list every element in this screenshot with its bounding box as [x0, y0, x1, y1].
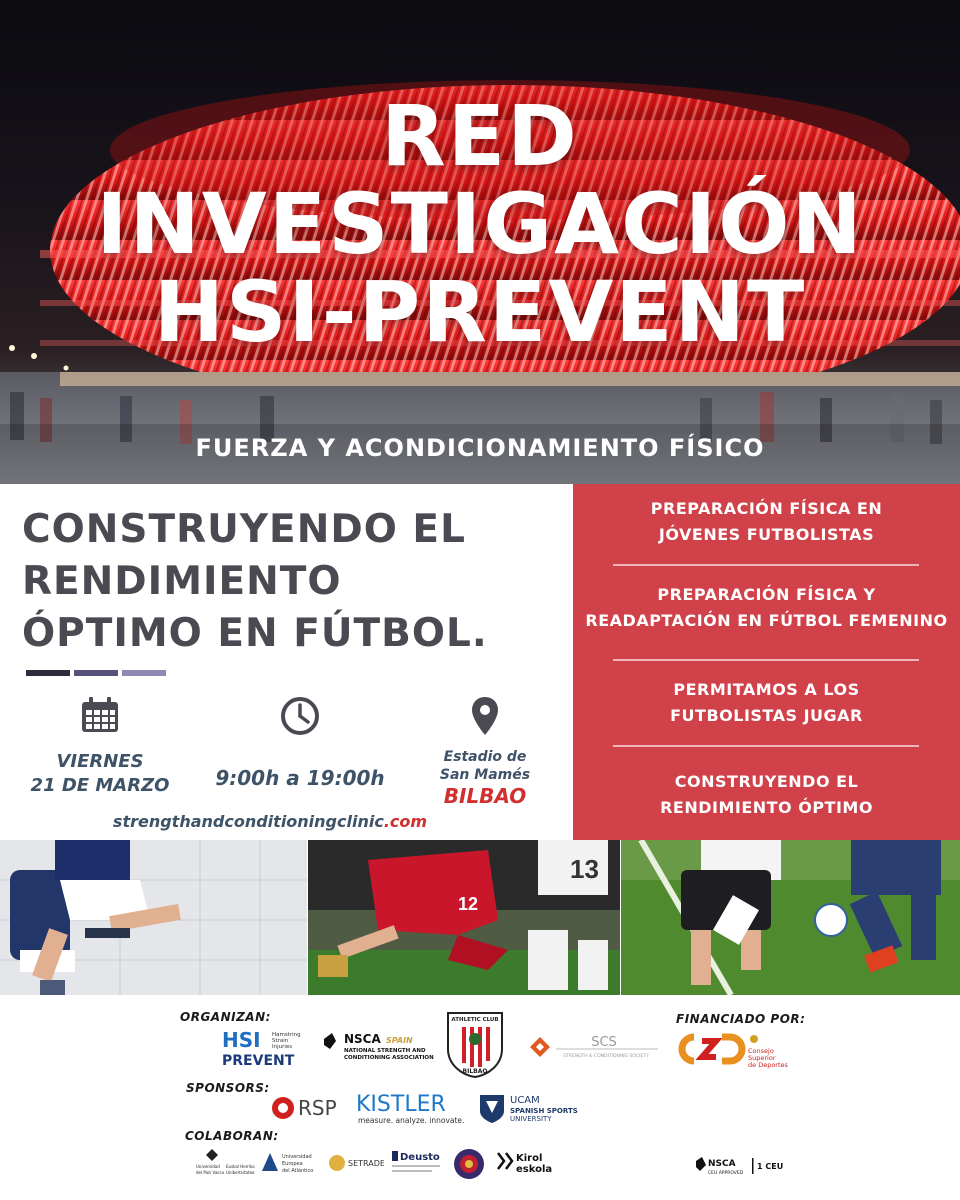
kirol-line: Kirol: [516, 1153, 543, 1164]
topics-panel: [573, 484, 960, 840]
upv-line: Universidad: [196, 1164, 220, 1169]
topic-line: PERMITAMOS A LOS: [673, 680, 860, 699]
divider-bar: [74, 670, 118, 676]
label-sponsors: SPONSORS:: [186, 1081, 270, 1095]
photo-football-pitch: [621, 840, 960, 995]
setrade-text: SETRADE: [348, 1159, 384, 1168]
ceu-count: 1 CEU: [757, 1162, 784, 1171]
topic-line: PREPARACIÓN FÍSICA Y: [657, 585, 876, 604]
logo-upv-ehu: [196, 1145, 256, 1179]
svg-text:12: 12: [458, 894, 479, 914]
ehu-line: Euskal Herriko: [226, 1164, 255, 1169]
date-line: 21 DE MARZO: [30, 775, 170, 796]
athletic-top: ATHLETIC CLUB: [451, 1017, 499, 1023]
hero-subtitle: FUERZA Y ACONDICIONAMIENTO FÍSICO: [195, 434, 765, 462]
ucam-name: UCAM: [510, 1095, 540, 1106]
photo-strip: [0, 840, 960, 995]
logo-scs: [526, 1033, 661, 1063]
date-text: [20, 750, 180, 798]
hero-title-line: RED: [381, 87, 579, 185]
nsca-line: NATIONAL STRENGTH AND: [344, 1048, 426, 1054]
ucam-line: SPANISH SPORTS: [510, 1107, 578, 1115]
website-main: strengthandconditioningclinic: [112, 812, 384, 831]
logo-nsca-ceu: [694, 1155, 794, 1183]
ehu-line: Unibertsitatea: [226, 1170, 255, 1175]
logo-rsp: [270, 1093, 350, 1123]
topic-line: CONSTRUYENDO EL: [674, 772, 859, 791]
topic-item: [573, 769, 960, 821]
date-line: VIERNES: [56, 751, 144, 772]
hsi-small: Hamstring: [272, 1032, 301, 1038]
logo-crest-collaborator: [452, 1147, 486, 1181]
logo-athletic-club: [444, 1009, 506, 1079]
logo-kistler: [356, 1089, 466, 1127]
photo-youth-players: [0, 840, 307, 995]
location-pin-icon: [470, 696, 500, 736]
headline-line: RENDIMIENTO: [22, 559, 342, 604]
venue-line: Estadio de: [443, 749, 527, 765]
logo-kirol-eskola: [496, 1149, 562, 1179]
svg-text:13: 13: [570, 854, 599, 884]
topic-line: FUTBOLISTAS JUGAR: [670, 706, 863, 725]
ceu-approved: CEU APPROVED: [708, 1171, 744, 1176]
clock-icon: [280, 696, 320, 736]
topic-separator: [613, 745, 919, 747]
hero-title: [0, 87, 960, 361]
scs-sub: STRENGTH & CONDITIONING SOCIETY: [563, 1054, 649, 1059]
kistler-tag: measure. analyze. innovate.: [358, 1116, 465, 1125]
logo-ucam: [476, 1089, 586, 1127]
photo-match-action: [308, 840, 620, 995]
topic-item: [573, 496, 960, 548]
hero-title-line: INVESTIGACIÓN: [96, 175, 864, 273]
csd-line: Superior: [748, 1054, 776, 1062]
scs-title: SCS: [591, 1035, 617, 1050]
ucam-line: UNIVERSITY: [510, 1115, 552, 1123]
time-text: 9:00h a 19:00h: [215, 766, 385, 790]
logo-csd: [676, 1031, 796, 1071]
nsca-spain: SPAIN: [386, 1036, 413, 1045]
kistler-text: KISTLER: [356, 1092, 446, 1117]
venue-line: San Mamés: [439, 767, 531, 783]
kirol-line: eskola: [516, 1164, 553, 1175]
csd-line: de Deportes: [748, 1061, 788, 1069]
hero-title-line: HSI-PREVENT: [153, 263, 807, 361]
venue-city: BILBAO: [443, 784, 527, 808]
topic-line: JÓVENES FUTBOLISTAS: [658, 525, 875, 544]
website-domain: .com: [383, 812, 428, 831]
logo-deusto: [392, 1147, 444, 1179]
athletic-bottom: BILBAO: [462, 1068, 488, 1075]
hero-banner: [0, 0, 960, 484]
website-link[interactable]: [0, 812, 540, 831]
csd-line: Consejo: [748, 1047, 774, 1055]
headline-line: ÓPTIMO EN FÚTBOL.: [22, 611, 488, 656]
topic-line: PREPARACIÓN FÍSICA EN: [650, 499, 883, 518]
nsca-ceu-title: NSCA: [708, 1159, 736, 1169]
nsca-title: NSCA: [344, 1032, 381, 1046]
label-organizan: ORGANIZAN:: [180, 1010, 271, 1024]
topic-item: [573, 582, 960, 634]
nsca-line: CONDITIONING ASSOCIATION: [344, 1055, 434, 1061]
venue-text: [420, 748, 550, 808]
divider-bars: [26, 670, 166, 676]
topic-line: READAPTACIÓN EN FÚTBOL FEMENINO: [585, 611, 948, 630]
uea-line: Europea: [282, 1161, 303, 1167]
headline-line: CONSTRUYENDO EL: [22, 507, 466, 552]
label-colaboran: COLABORAN:: [185, 1129, 279, 1143]
calendar-icon: [80, 696, 120, 734]
topic-separator: [613, 564, 919, 566]
uea-line: Universidad: [282, 1154, 312, 1160]
event-info-section: [0, 484, 572, 840]
topic-line: RENDIMIENTO ÓPTIMO: [660, 798, 873, 817]
sponsors-section: [0, 995, 960, 1200]
event-time: [210, 696, 390, 790]
logo-uneatlantico: [260, 1147, 325, 1179]
divider-bar: [26, 670, 70, 676]
label-financiado: FINANCIADO POR:: [676, 1012, 806, 1026]
event-date: [20, 696, 180, 798]
logo-nsca-spain: [322, 1029, 442, 1065]
hsi-small: Strain: [272, 1038, 289, 1044]
hsi-bottom: PREVENT: [222, 1053, 295, 1069]
topic-separator: [613, 659, 919, 661]
hsi-small: Injuries: [272, 1044, 293, 1050]
uea-line: del Atlántico: [282, 1168, 314, 1174]
upv-line: del País Vasco: [196, 1170, 225, 1175]
divider-bar: [122, 670, 166, 676]
headline: [22, 504, 562, 660]
logo-setrade: [328, 1149, 384, 1179]
hsi-top: HSI: [222, 1029, 261, 1052]
event-venue: [420, 696, 550, 808]
topic-item: [573, 677, 960, 729]
deusto-text: Deusto: [400, 1152, 440, 1163]
rsp-text: RSP: [298, 1096, 337, 1120]
logo-hsi-prevent: [222, 1029, 312, 1069]
